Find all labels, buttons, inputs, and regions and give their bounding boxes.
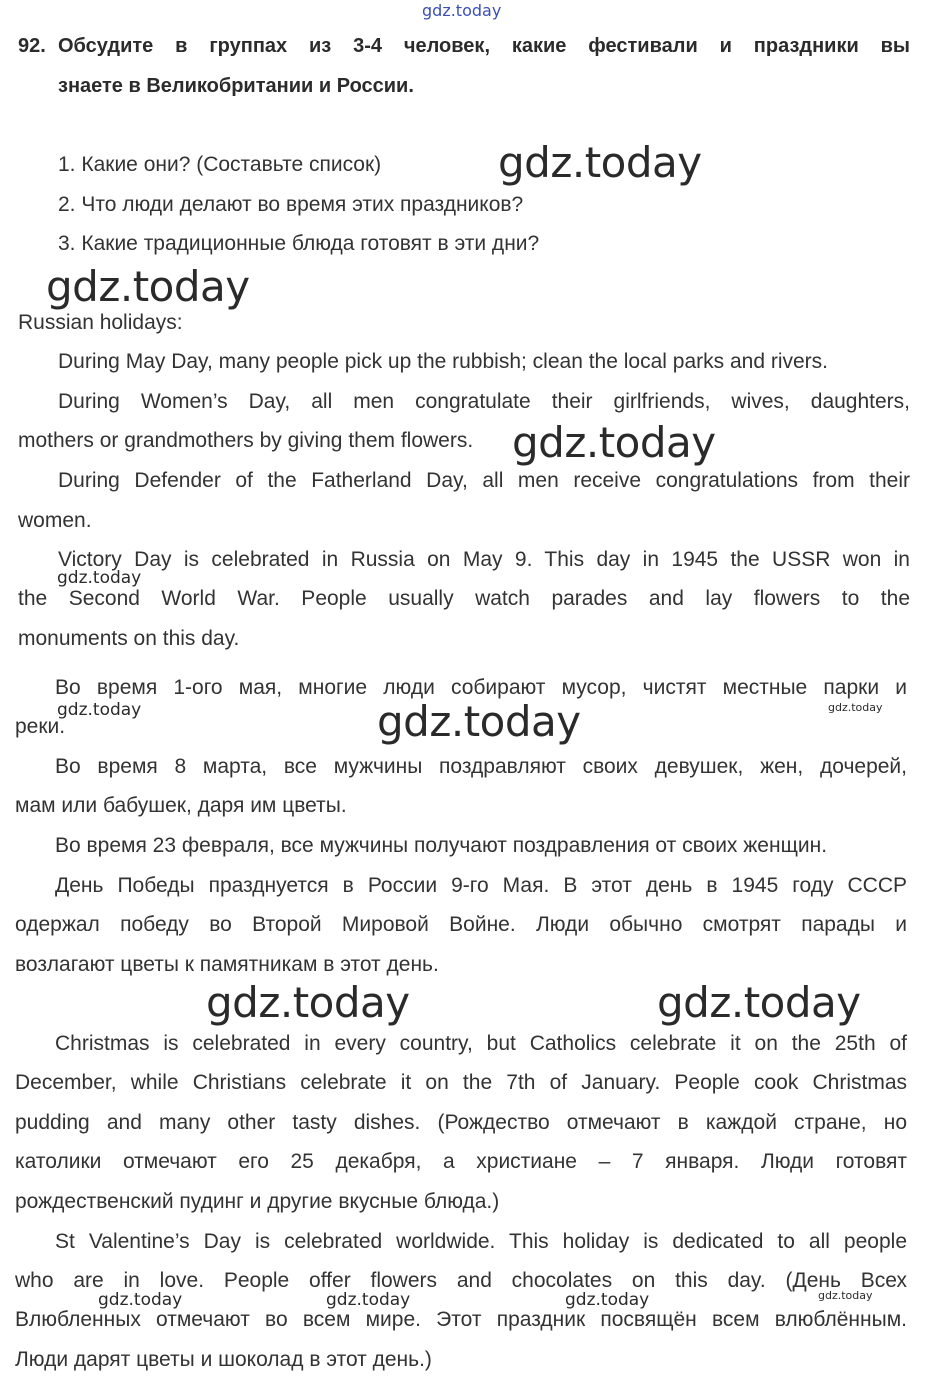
defender-day-en-1: During Defender of the Fatherland Day, all men receive congratulations from their (58, 469, 910, 492)
victory-day-en-1: Victory Day is celebrated in Russia on May 9. This day in 1945 the USSR won in (58, 548, 910, 571)
watermark-top: gdz.today (422, 1, 502, 20)
valentine-1: St Valentine’s Day is celebrated worldwide. This holiday is dedicated to all people (55, 1230, 907, 1253)
watermark: gdz.today (657, 978, 861, 1027)
task-number: 92. (18, 35, 46, 57)
watermark: gdz.today (57, 700, 142, 720)
question-3: 3. Какие традиционные блюда готовят в эти дни? (58, 232, 540, 255)
womens-day-en-1: During Women’s Day, all men congratulate their girlfriends, wives, daughters, (58, 390, 910, 413)
watermark: gdz.today (46, 262, 250, 311)
watermark: gdz.today (326, 1290, 411, 1310)
christmas-4: католики отмечают его 25 декабря, а христиане – 7 января. Люди готовят (15, 1150, 907, 1173)
watermark: gdz.today (377, 697, 581, 746)
valentine-3: Влюбленных отмечают во всем мире. Этот праздник посвящён всем влюблённым. (15, 1308, 907, 1331)
defender-day-ru: Во время 23 февраля, все мужчины получают поздравления от своих женщин. (55, 834, 828, 857)
christmas-5: рождественский пудинг и другие вкусные блюда.) (15, 1190, 500, 1213)
watermark: gdz.today (818, 1289, 873, 1302)
may-day-en: During May Day, many people pick up the rubbish; clean the local parks and rivers. (58, 350, 828, 373)
watermark: gdz.today (512, 418, 716, 467)
task-title-line-2: знаете в Великобритании и России. (58, 75, 414, 97)
womens-day-ru-1: Во время 8 марта, все мужчины поздравляют своих девушек, жен, дочерей, (55, 755, 907, 778)
victory-day-ru-2: одержал победу во Второй Мировой Войне. Люди обычно смотрят парады и (15, 913, 907, 936)
victory-day-en-3: monuments on this day. (18, 627, 240, 650)
victory-day-ru-1: День Победы празднуется в России 9-го Мая. В этот день в 1945 году СССР (55, 874, 907, 897)
defender-day-en-2: women. (18, 509, 92, 532)
question-1: 1. Какие они? (Составьте список) (58, 153, 382, 176)
womens-day-en-2: mothers or grandmothers by giving them flowers. (18, 429, 474, 452)
may-day-ru-1: Во время 1-ого мая, многие люди собирают мусор, чистят местные парки и (55, 676, 907, 699)
womens-day-ru-2: мам или бабушек, даря им цветы. (15, 794, 347, 817)
christmas-2: December, while Christians celebrate it on the 7th of January. People cook Christmas (15, 1071, 907, 1094)
victory-day-en-2: the Second World War. People usually watch parades and lay flowers to the (18, 587, 910, 610)
russian-holidays-heading: Russian holidays: (18, 311, 183, 334)
watermark: gdz.today (57, 568, 142, 588)
watermark: gdz.today (498, 138, 702, 187)
valentine-2: who are in love. People offer flowers and chocolates on this day. (День Всех (15, 1269, 907, 1292)
watermark: gdz.today (206, 978, 410, 1027)
christmas-3: pudding and many other tasty dishes. (Рождество отмечают в каждой стране, но (15, 1111, 907, 1134)
victory-day-ru-3: возлагают цветы к памятникам в этот день. (15, 953, 439, 976)
task-title-line-1: Обсудите в группах из 3-4 человек, какие фестивали и праздники вы (58, 35, 910, 57)
valentine-4: Люди дарят цветы и шоколад в этот день.) (15, 1348, 432, 1371)
question-2: 2. Что люди делают во время этих праздников? (58, 193, 524, 216)
christmas-1: Christmas is celebrated in every country, but Catholics celebrate it on the 25th of (55, 1032, 907, 1055)
may-day-ru-2: реки. (15, 715, 66, 738)
watermark: gdz.today (828, 701, 883, 714)
watermark: gdz.today (98, 1290, 183, 1310)
watermark: gdz.today (565, 1290, 650, 1310)
